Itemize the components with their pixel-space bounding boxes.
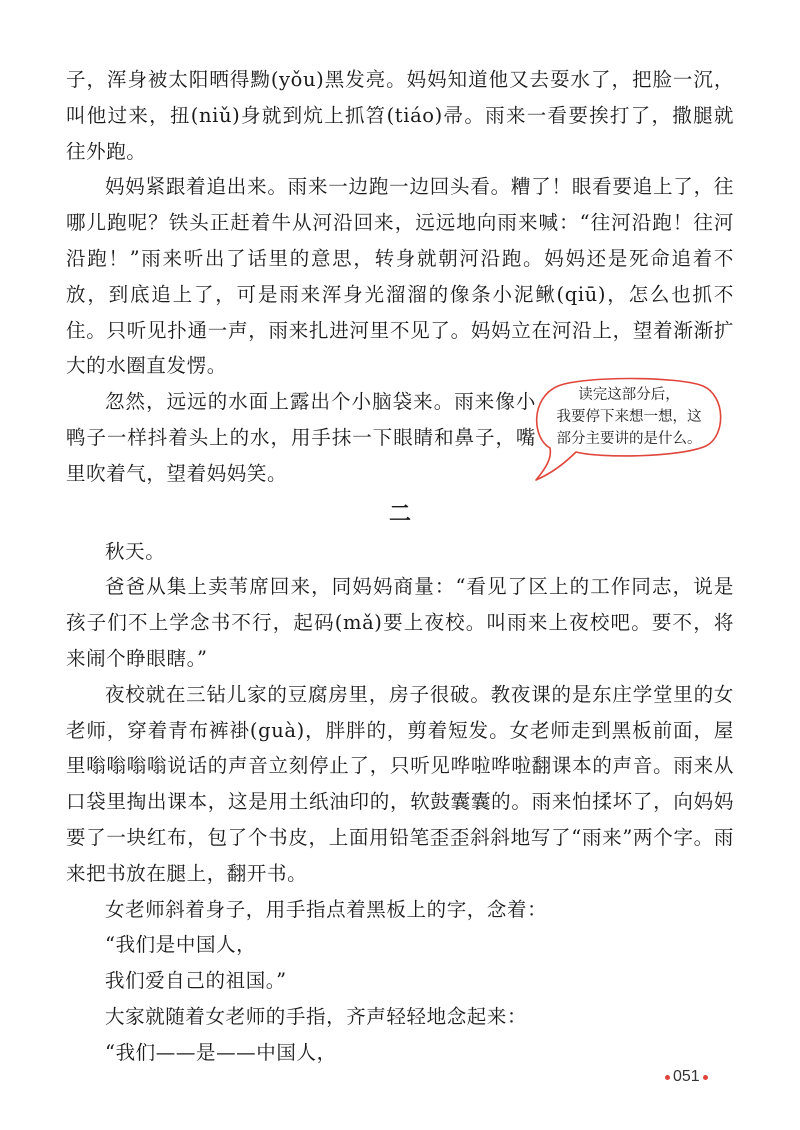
paragraph: 爸爸从集上卖苇席回来，同妈妈商量：“看见了区上的工作同志，说是孩子们不上学念书不行，起码(mǎ)要上夜校。叫雨来上夜校吧。要不，将来闹个睁眼瞎。” bbox=[66, 575, 734, 670]
section-heading: 二 bbox=[388, 500, 411, 527]
dot-icon bbox=[665, 1075, 670, 1080]
text-body bbox=[66, 62, 734, 1071]
bubble-line: 部分主要讲的是什么。 bbox=[556, 431, 702, 447]
page-number-text: 051 bbox=[673, 1068, 700, 1085]
paragraph: 我们爱自己的祖国。” bbox=[105, 969, 287, 993]
paragraph: “我们——是——中国人， bbox=[105, 1040, 337, 1064]
paragraph: 秋天。 bbox=[105, 539, 166, 563]
bubble-text bbox=[536, 384, 722, 450]
paragraph: 夜校就在三钻儿家的豆腐房里，房子很破。教夜课的是东庄学堂里的女老师，穿着青布裤褂(guà)，胖胖的，剪着短发。女老师走到黑板前面，屋里嗡嗡嗡嗡说话的声音立刻停止了，只听见哗啦哗啦翻课本的声音。雨来从口袋里掏出课本，这是用土纸油印的，软鼓囊囊的。雨来怕揉坏了，向妈妈要了一块红布，包了个书皮，上面用铅笔歪歪斜斜地写了“雨来”两个字。雨来把书放在腿上，翻开书。 bbox=[66, 682, 734, 885]
paragraph: 忽然，远远的水面上露出个小脑袋来。雨来像小鸭子一样抖着头上的水，用手抹一下眼睛和鼻子，嘴里吹着气，望着妈妈笑。 bbox=[66, 390, 536, 485]
bubble-line: 我要停下来想一想，这 bbox=[556, 409, 702, 425]
paragraph: 大家就随着女老师的手指，齐声轻轻地念起来： bbox=[105, 1004, 528, 1028]
bubble-line: 读完这部分后， bbox=[578, 387, 680, 403]
reading-tip-bubble bbox=[528, 374, 728, 486]
paragraph: 子，浑身被太阳晒得黝(yǒu)黑发亮。妈妈知道他又去耍水了，把脸一沉，叫他过来，扭(niǔ)身就到炕上抓笤(tiáo)帚。雨来一看要挨打了，撒腿就往外跑。 bbox=[66, 68, 734, 163]
dot-icon bbox=[703, 1075, 708, 1080]
paragraph: 妈妈紧跟着追出来。雨来一边跑一边回头看。糟了！眼看要追上了，往哪儿跑呢？铁头正赶着牛从河沿回来，远远地向雨来喊：“往河沿跑！往河沿跑！”雨来听出了话里的意思，转身就朝河沿跑。妈妈还是死命追着不放，到底追上了，可是雨来浑身光溜溜的像条小泥鳅(qiū)，怎么也抓不住。只听见扑通一声，雨来扎进河里不见了。妈妈立在河沿上，望着渐渐扩大的水圈直发愣。 bbox=[66, 175, 734, 378]
paragraph: “我们是中国人， bbox=[105, 933, 257, 957]
page-number bbox=[662, 1068, 711, 1086]
paragraph: 女老师斜着身子，用手指点着黑板上的字，念着： bbox=[105, 897, 548, 921]
